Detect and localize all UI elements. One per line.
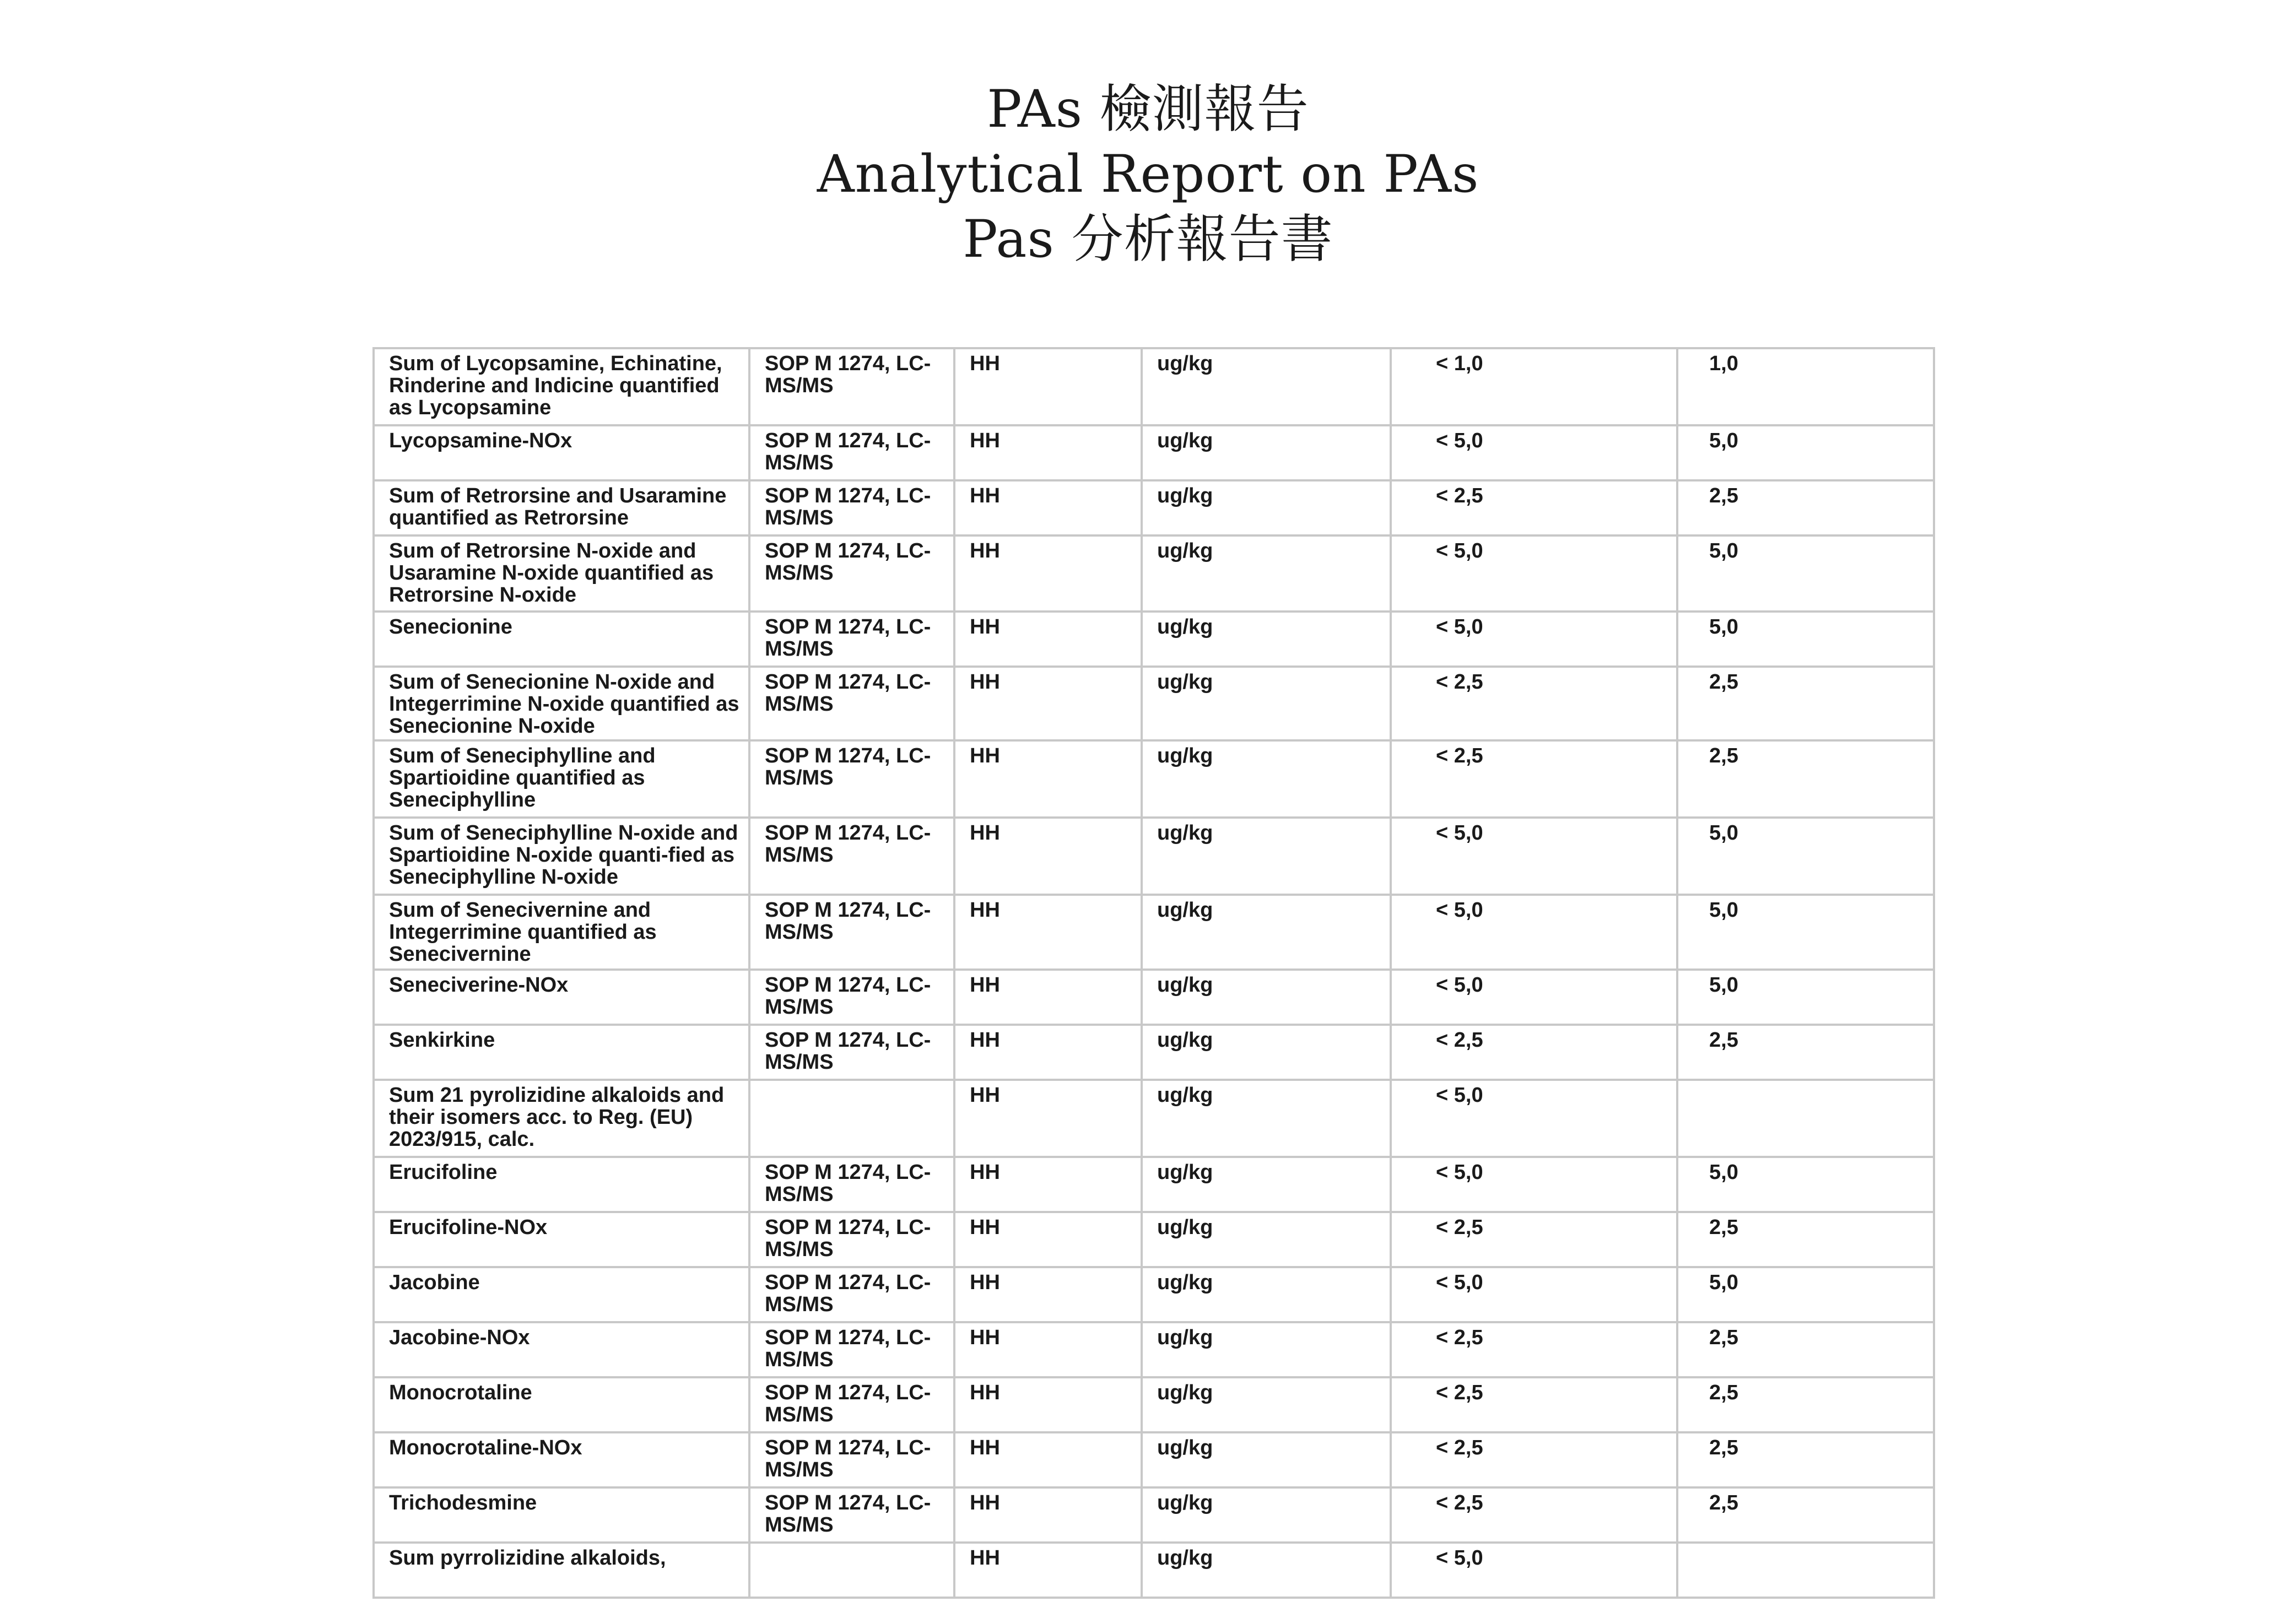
table-row — [374, 667, 1934, 740]
unit-cell: ug/kg — [1142, 1025, 1391, 1080]
result-cell: < 5,0 — [1391, 970, 1677, 1025]
unit-cell: ug/kg — [1142, 970, 1391, 1025]
parameter-cell: Sum of Lycopsamine, Echinatine, Rinderine and Indicine quantified as Lycopsamine — [374, 348, 749, 425]
table-row — [374, 1025, 1934, 1080]
parameter-cell: Senkirkine — [374, 1025, 749, 1080]
lab-cell: HH — [954, 1212, 1142, 1267]
loq-cell: 2,5 — [1677, 740, 1934, 818]
method-cell: SOP M 1274, LC-MS/MS — [749, 895, 954, 970]
method-cell: SOP M 1274, LC-MS/MS — [749, 425, 954, 480]
result-cell: < 2,5 — [1391, 1432, 1677, 1487]
parameter-cell: Sum 21 pyrolizidine alkaloids and their isomers acc. to Reg. (EU) 2023/915, calc. — [374, 1080, 749, 1157]
table-row — [374, 1487, 1934, 1543]
table-row — [374, 480, 1934, 535]
result-cell: < 5,0 — [1391, 535, 1677, 612]
parameter-cell: Monocrotaline — [374, 1377, 749, 1432]
method-cell: SOP M 1274, LC-MS/MS — [749, 1212, 954, 1267]
lab-cell: HH — [954, 1267, 1142, 1322]
lab-cell: HH — [954, 667, 1142, 740]
result-cell: < 2,5 — [1391, 1377, 1677, 1432]
loq-cell: 2,5 — [1677, 1322, 1934, 1377]
method-cell: SOP M 1274, LC-MS/MS — [749, 1487, 954, 1543]
parameter-cell: Sum of Seneciphylline and Spartioidine quantified as Seneciphylline — [374, 740, 749, 818]
loq-cell: 5,0 — [1677, 425, 1934, 480]
loq-cell: 5,0 — [1677, 535, 1934, 612]
loq-cell — [1677, 1080, 1934, 1157]
unit-cell: ug/kg — [1142, 1322, 1391, 1377]
result-cell: < 1,0 — [1391, 348, 1677, 425]
lab-cell: HH — [954, 425, 1142, 480]
parameter-cell: Sum of Retrorsine N-oxide and Usaramine N-oxide quantified as Retrorsine N-oxide — [374, 535, 749, 612]
result-cell: < 2,5 — [1391, 1487, 1677, 1543]
loq-cell: 2,5 — [1677, 1212, 1934, 1267]
unit-cell: ug/kg — [1142, 1543, 1391, 1598]
loq-cell: 5,0 — [1677, 1267, 1934, 1322]
unit-cell: ug/kg — [1142, 818, 1391, 895]
unit-cell: ug/kg — [1142, 1157, 1391, 1212]
result-cell: < 2,5 — [1391, 740, 1677, 818]
loq-cell: 2,5 — [1677, 1025, 1934, 1080]
result-cell: < 2,5 — [1391, 667, 1677, 740]
title-english: Analytical Report on PAs — [817, 144, 1479, 204]
table-row — [374, 818, 1934, 895]
loq-cell: 5,0 — [1677, 818, 1934, 895]
title-japanese: Pas 分析報告書 — [963, 209, 1333, 269]
table-row — [374, 1322, 1934, 1377]
loq-cell — [1677, 1543, 1934, 1598]
method-cell: SOP M 1274, LC-MS/MS — [749, 970, 954, 1025]
table-row — [374, 740, 1934, 818]
parameter-cell: Trichodesmine — [374, 1487, 749, 1543]
result-cell: < 5,0 — [1391, 425, 1677, 480]
table-row — [374, 1543, 1934, 1598]
unit-cell: ug/kg — [1142, 1487, 1391, 1543]
result-cell: < 5,0 — [1391, 895, 1677, 970]
result-cell: < 5,0 — [1391, 1157, 1677, 1212]
loq-cell: 1,0 — [1677, 348, 1934, 425]
result-cell: < 2,5 — [1391, 480, 1677, 535]
method-cell: SOP M 1274, LC-MS/MS — [749, 740, 954, 818]
loq-cell: 5,0 — [1677, 1157, 1934, 1212]
table-row — [374, 535, 1934, 612]
result-cell: < 2,5 — [1391, 1025, 1677, 1080]
parameter-cell: Sum of Senecionine N-oxide and Integerrimine N-oxide quantified as Senecionine N-oxide — [374, 667, 749, 740]
loq-cell: 2,5 — [1677, 1377, 1934, 1432]
method-cell: SOP M 1274, LC-MS/MS — [749, 480, 954, 535]
lab-cell: HH — [954, 612, 1142, 667]
result-cell: < 5,0 — [1391, 612, 1677, 667]
unit-cell: ug/kg — [1142, 740, 1391, 818]
parameter-cell: Sum of Retrorsine and Usaramine quantified as Retrorsine — [374, 480, 749, 535]
method-cell: SOP M 1274, LC-MS/MS — [749, 818, 954, 895]
method-cell: SOP M 1274, LC-MS/MS — [749, 1267, 954, 1322]
table-row — [374, 1432, 1934, 1487]
loq-cell: 5,0 — [1677, 612, 1934, 667]
result-cell: < 5,0 — [1391, 818, 1677, 895]
title-chinese-traditional: PAs 檢測報告 — [987, 79, 1309, 139]
result-cell: < 5,0 — [1391, 1543, 1677, 1598]
unit-cell: ug/kg — [1142, 1432, 1391, 1487]
result-cell: < 2,5 — [1391, 1212, 1677, 1267]
unit-cell: ug/kg — [1142, 1377, 1391, 1432]
table-row — [374, 348, 1934, 425]
table-row — [374, 1080, 1934, 1157]
unit-cell: ug/kg — [1142, 480, 1391, 535]
method-cell: SOP M 1274, LC-MS/MS — [749, 1322, 954, 1377]
unit-cell: ug/kg — [1142, 425, 1391, 480]
parameter-cell: Senecionine — [374, 612, 749, 667]
method-cell: SOP M 1274, LC-MS/MS — [749, 535, 954, 612]
table-row — [374, 425, 1934, 480]
parameter-cell: Seneciverine-NOx — [374, 970, 749, 1025]
parameter-cell: Monocrotaline-NOx — [374, 1432, 749, 1487]
method-cell: SOP M 1274, LC-MS/MS — [749, 348, 954, 425]
table-row — [374, 612, 1934, 667]
lab-cell: HH — [954, 1025, 1142, 1080]
parameter-cell: Sum of Senecivernine and Integerrimine quantified as Senecivernine — [374, 895, 749, 970]
report-title — [0, 77, 2296, 272]
lab-cell: HH — [954, 1487, 1142, 1543]
method-cell: SOP M 1274, LC-MS/MS — [749, 612, 954, 667]
loq-cell: 2,5 — [1677, 667, 1934, 740]
lab-cell: HH — [954, 1377, 1142, 1432]
results-table-body — [374, 348, 1934, 1598]
table-row — [374, 1377, 1934, 1432]
unit-cell: ug/kg — [1142, 1080, 1391, 1157]
parameter-cell: Jacobine — [374, 1267, 749, 1322]
lab-cell: HH — [954, 480, 1142, 535]
result-cell: < 5,0 — [1391, 1267, 1677, 1322]
table-row — [374, 1157, 1934, 1212]
unit-cell: ug/kg — [1142, 612, 1391, 667]
loq-cell: 5,0 — [1677, 895, 1934, 970]
lab-cell: HH — [954, 535, 1142, 612]
lab-cell: HH — [954, 895, 1142, 970]
unit-cell: ug/kg — [1142, 1267, 1391, 1322]
lab-cell: HH — [954, 1157, 1142, 1212]
table-row — [374, 1212, 1934, 1267]
result-cell: < 5,0 — [1391, 1080, 1677, 1157]
parameter-cell: Sum pyrrolizidine alkaloids, — [374, 1543, 749, 1598]
parameter-cell: Sum of Seneciphylline N-oxide and Spartioidine N-oxide quanti-fied as Seneciphylline N-oxide — [374, 818, 749, 895]
unit-cell: ug/kg — [1142, 535, 1391, 612]
loq-cell: 2,5 — [1677, 1432, 1934, 1487]
loq-cell: 2,5 — [1677, 1487, 1934, 1543]
method-cell: SOP M 1274, LC-MS/MS — [749, 1157, 954, 1212]
parameter-cell: Jacobine-NOx — [374, 1322, 749, 1377]
loq-cell: 5,0 — [1677, 970, 1934, 1025]
lab-cell: HH — [954, 818, 1142, 895]
result-cell: < 2,5 — [1391, 1322, 1677, 1377]
method-cell: SOP M 1274, LC-MS/MS — [749, 667, 954, 740]
parameter-cell: Erucifoline — [374, 1157, 749, 1212]
method-cell — [749, 1543, 954, 1598]
results-table — [372, 347, 1935, 1599]
lab-cell: HH — [954, 1080, 1142, 1157]
table-row — [374, 970, 1934, 1025]
table-row — [374, 1267, 1934, 1322]
lab-cell: HH — [954, 348, 1142, 425]
method-cell — [749, 1080, 954, 1157]
lab-cell: HH — [954, 1543, 1142, 1598]
parameter-cell: Lycopsamine-NOx — [374, 425, 749, 480]
unit-cell: ug/kg — [1142, 895, 1391, 970]
lab-cell: HH — [954, 1322, 1142, 1377]
lab-cell: HH — [954, 1432, 1142, 1487]
parameter-cell: Erucifoline-NOx — [374, 1212, 749, 1267]
method-cell: SOP M 1274, LC-MS/MS — [749, 1025, 954, 1080]
method-cell: SOP M 1274, LC-MS/MS — [749, 1377, 954, 1432]
unit-cell: ug/kg — [1142, 1212, 1391, 1267]
method-cell: SOP M 1274, LC-MS/MS — [749, 1432, 954, 1487]
lab-cell: HH — [954, 740, 1142, 818]
lab-cell: HH — [954, 970, 1142, 1025]
unit-cell: ug/kg — [1142, 667, 1391, 740]
unit-cell: ug/kg — [1142, 348, 1391, 425]
loq-cell: 2,5 — [1677, 480, 1934, 535]
table-row — [374, 895, 1934, 970]
